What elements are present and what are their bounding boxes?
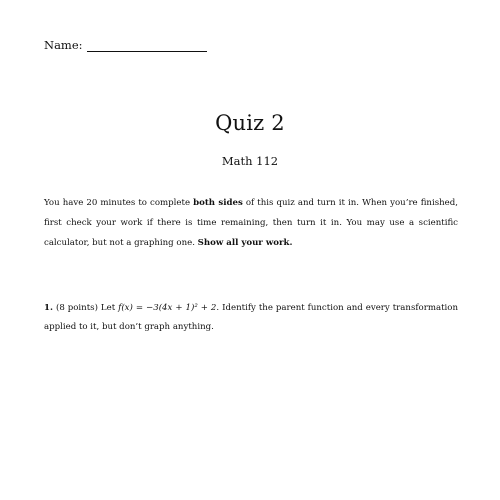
- instructions-bold-both-sides: both sides: [193, 198, 243, 208]
- question-1: [44, 299, 458, 337]
- name-label: Name:: [44, 38, 83, 52]
- instructions-paragraph: [44, 193, 458, 253]
- question-function: f(x) = −3(4x + 1)² + 2: [118, 303, 217, 313]
- instructions-bold-show-work: Show all your work.: [197, 238, 293, 248]
- page-title: Quiz 2: [215, 111, 285, 135]
- question-text: . Identify the parent function and every transformation applied to it, but don’t graph anything.: [44, 303, 459, 332]
- question-points: (8 points) Let: [52, 303, 119, 313]
- course-subtitle: Math 112: [221, 154, 279, 168]
- question-number: 1.: [44, 303, 53, 313]
- instructions-text-1: You have 20 minutes to complete: [44, 198, 194, 208]
- name-field-row: [44, 38, 207, 52]
- name-blank-line[interactable]: [87, 40, 207, 52]
- instructions-text-2: of this quiz and turn it in. When you’re finished, first check your work if there is time remaining, then turn it in. You may use a scientific calculator, but not a graphing one.: [44, 198, 458, 248]
